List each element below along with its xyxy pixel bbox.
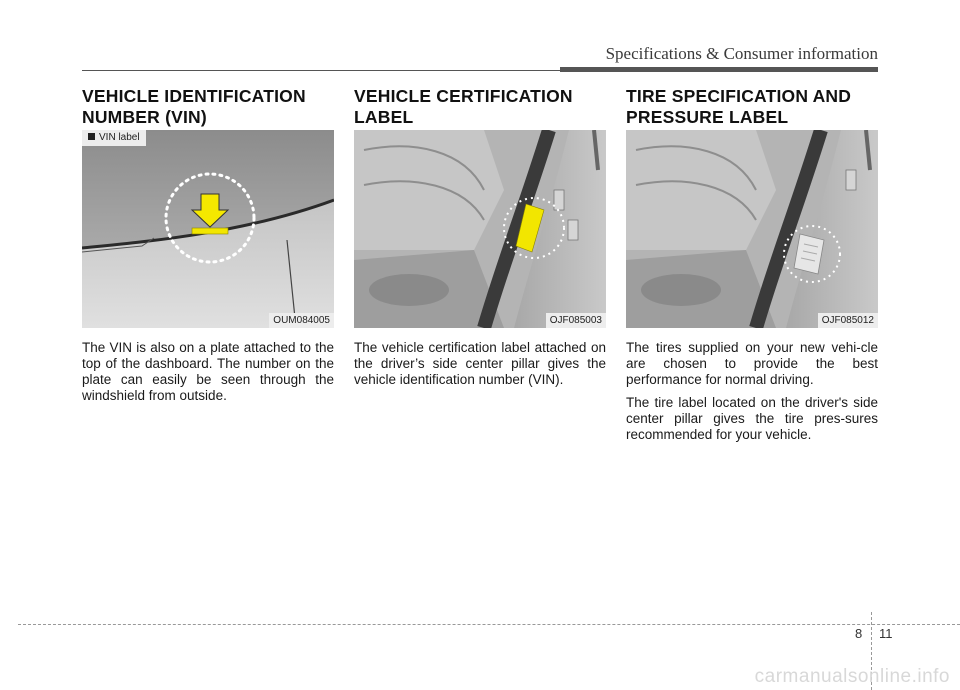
section-tire-label	[626, 86, 878, 443]
body-paragraph: The VIN is also on a plate attached to the top of the dashboard. The number on the plate can easily be seen through the windshield from outside.	[82, 340, 334, 403]
running-header: Specifications & Consumer information	[605, 44, 878, 63]
tire-label-photo	[626, 130, 878, 328]
section-vin	[82, 86, 334, 404]
vin-plate-highlight	[192, 228, 228, 234]
footer-rule	[18, 624, 960, 625]
watermark: carmanualsonline.info	[754, 666, 950, 687]
door-pillar-illustration	[626, 130, 878, 328]
door-pillar-illustration	[354, 130, 606, 328]
vin-photo	[82, 130, 334, 328]
section-title: VEHICLE CERTIFICATION LABEL	[354, 86, 573, 127]
photo-code: OJF085003	[546, 313, 606, 328]
body-paragraph: The tire label located on the driver's side center pillar gives the tire pres-sures recommended for your vehicle.	[626, 395, 878, 442]
body-paragraph: The vehicle certification label attached on the driver’s side center pillar gives the vehicle identification number (VIN).	[354, 340, 606, 387]
section-title: TIRE SPECIFICATION AND PRESSURE LABEL	[626, 86, 852, 127]
chapter-number: 8	[855, 626, 863, 641]
page-number: 11	[879, 626, 893, 641]
section-title: VEHICLE IDENTIFICATION NUMBER (VIN)	[82, 86, 306, 127]
photo-code: OJF085012	[818, 313, 878, 328]
photo-code: OUM084005	[269, 313, 334, 328]
body-paragraph: The tires supplied on your new vehi-cle are chosen to provide the best performance for normal driving.	[626, 340, 878, 387]
certification-photo	[354, 130, 606, 328]
header-rule	[82, 70, 560, 71]
header-rule-accent	[560, 67, 878, 72]
windshield-illustration	[82, 130, 334, 328]
photo-tag: VIN label	[82, 130, 146, 146]
square-bullet-icon	[88, 133, 95, 140]
section-certification-label	[354, 86, 606, 388]
